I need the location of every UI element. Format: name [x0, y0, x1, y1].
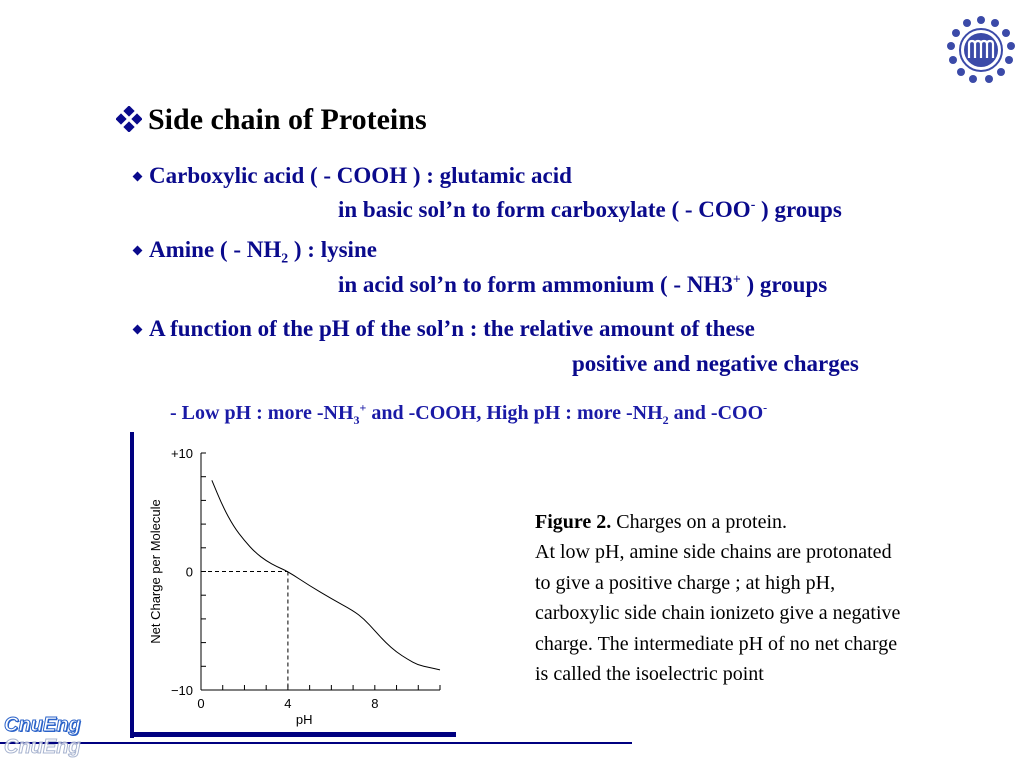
figure-title: Charges on a protein.: [611, 511, 787, 533]
y-tick-label: +10: [170, 446, 193, 461]
caption-line: is called the isoelectric point: [535, 663, 764, 686]
caption-line: At low pH, amine side chains are protonated: [535, 541, 892, 564]
bullet-icon: [133, 325, 143, 335]
cnueng-logo-reflection: CnuEng: [4, 736, 81, 758]
x-axis-label: pH: [295, 712, 313, 727]
figure-label: Figure 2.: [535, 511, 612, 533]
x-tick-label: 8: [371, 696, 379, 711]
university-seal-icon: [945, 14, 1017, 86]
bullet-carboxylic: [134, 163, 572, 189]
y-axis-label: Net Charge per Molecule: [148, 499, 163, 644]
function-line2: positive and negative charges: [572, 351, 859, 376]
bullet-amine: Amine ( - $NH_2$ ) : lysine: [134, 237, 377, 263]
figure-frame-left: [130, 432, 134, 738]
net-charge-series-line: [212, 480, 440, 670]
y-tick-label: 0: [185, 564, 193, 580]
cnueng-logo-top: CnuEng: [4, 714, 81, 736]
bullet-icon: [133, 172, 143, 182]
carboxylic-line2: in basic sol’n to form carboxylate ( - COO- ) groups: [338, 196, 842, 222]
x-tick-label: 0: [197, 696, 205, 711]
y-tick-label: −10: [170, 683, 193, 698]
footer-divider: [0, 742, 632, 744]
net-charge-chart: [130, 430, 460, 740]
carboxylic-line1: Carboxylic acid ( - COOH ) : glutamic acid: [149, 163, 572, 188]
bullet-function: [134, 316, 755, 342]
amine-line2: in acid sol’n to form ammonium ( - NH3+ ) groups: [338, 271, 828, 297]
diamond-cluster-icon: [116, 106, 142, 132]
cnueng-logo: [4, 714, 81, 758]
figure-caption: [535, 507, 1015, 689]
slide-title-text: Side chain of Proteins: [148, 103, 427, 136]
x-tick-label: 4: [284, 696, 292, 711]
caption-line: to give a positive charge ; at high pH,: [535, 571, 836, 594]
caption-line: charge. The intermediate pH of no net charge: [535, 632, 898, 655]
function-line1: A function of the pH of the sol’n : the relative amount of these: [149, 316, 755, 341]
bullet-icon: [133, 246, 143, 256]
caption-line: carboxylic side chain ionizeto give a negative: [535, 602, 901, 625]
figure-frame-bottom: [130, 732, 456, 737]
slide-title: [116, 103, 427, 137]
ph-note: - Low pH : more $-NH_3^+$ and -COOH, High pH : more $-NH_2$ and -COO-: [170, 400, 768, 427]
